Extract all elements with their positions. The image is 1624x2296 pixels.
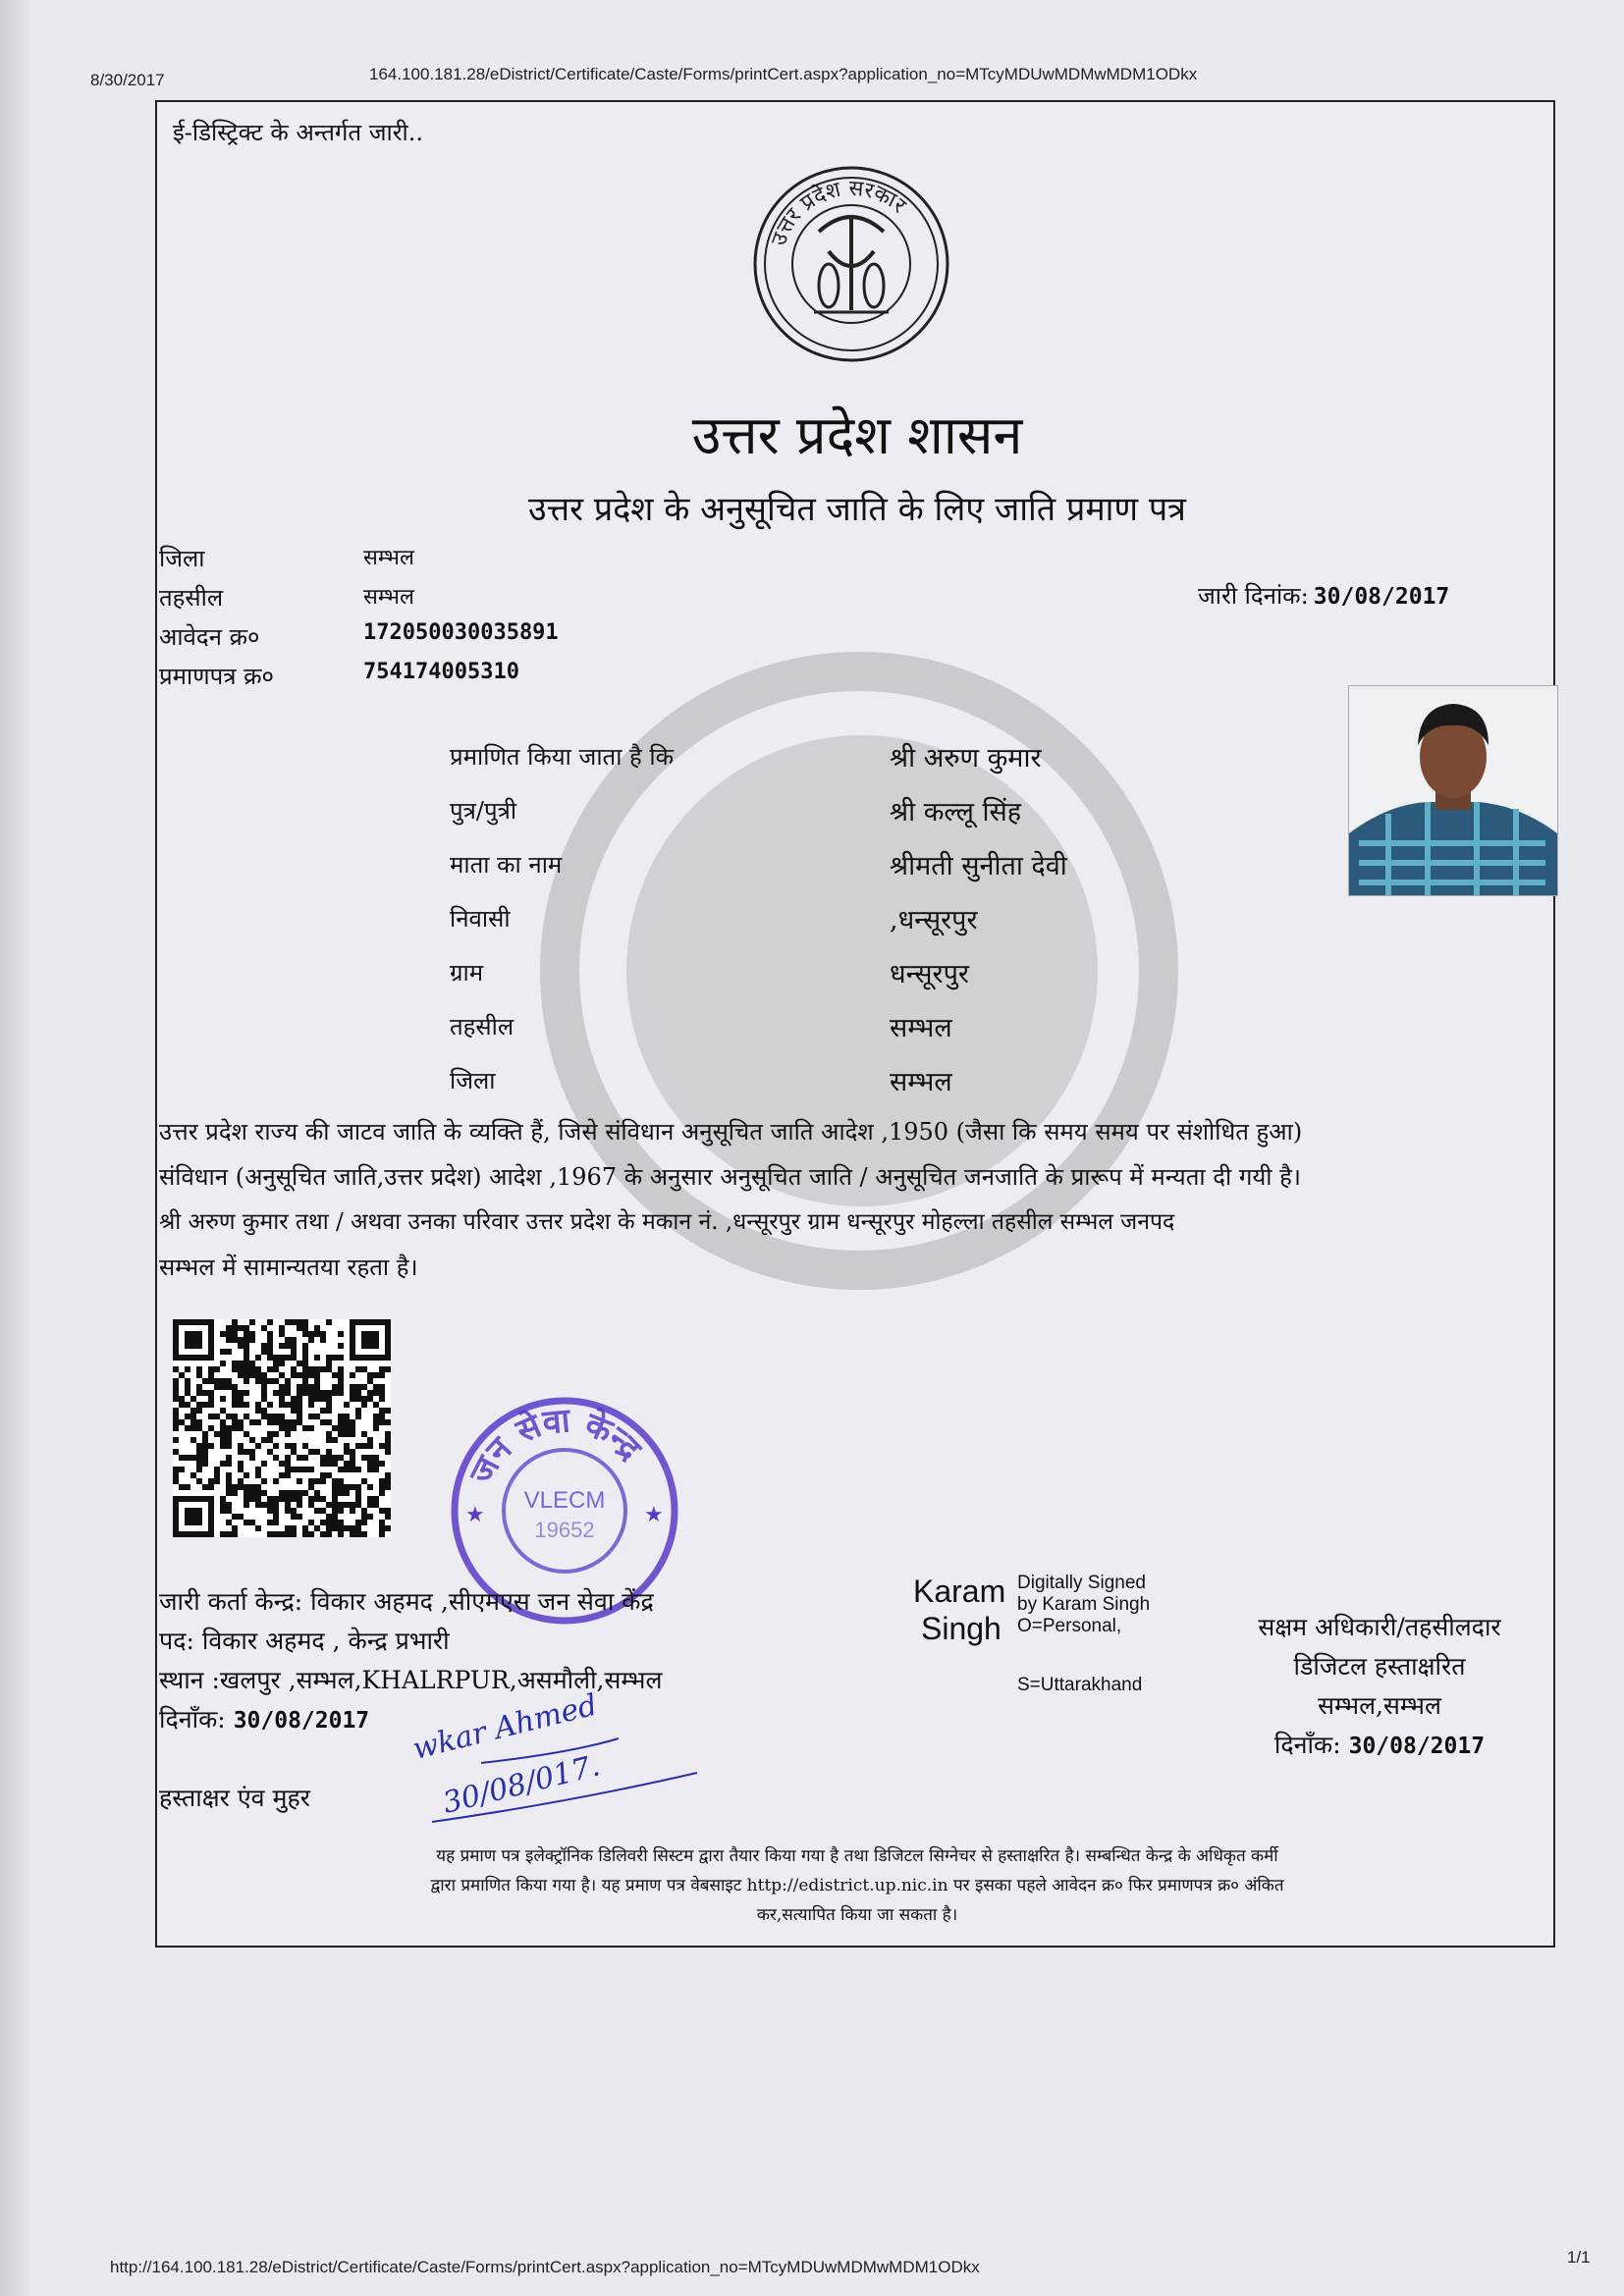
stamp-top-text: जन सेवा केन्द्र (461, 1401, 649, 1491)
digital-sig-details (1017, 1573, 1150, 1637)
svg-text:★: ★ (465, 1503, 485, 1527)
digital-sig-line-2: by Karam Singh (1017, 1594, 1151, 1615)
district-value: सम्भल (363, 546, 414, 570)
paragraph-line-3: श्री अरुण कुमार तथा / अथवा उनका परिवार उत्तर प्रदेश के मकान नं. ,धन्सूरपुर ग्राम धन्सूरपुर मोहल्ला तहसील सम्भल जनपद (159, 1209, 1175, 1235)
paragraph-line-2: संविधान (अनुसूचित जाति,उत्तर प्रदेश) आदेश ,1967 के अनुसार अनुसूचित जाति / अनुसूचित जनजाति के प्रारूप में मन्यता दी गयी है। (159, 1163, 1301, 1191)
issuer-date-label: दिनाँक: (159, 1705, 226, 1734)
authority-place: सम्भल,सम्भल (1318, 1691, 1441, 1720)
tehsil-value: सम्भल (363, 585, 414, 610)
field-value-name: श्री अरुण कुमार (890, 743, 1042, 774)
application-no-value: 172050030035891 (363, 620, 559, 645)
print-date: 8/30/2017 (90, 71, 165, 89)
certificate-no-value: 754174005310 (363, 660, 519, 684)
paper-edge (0, 0, 29, 2296)
field-label-district: जिला (450, 1067, 496, 1095)
issuer-post: पद: विकार अहमद , केन्द्र प्रभारी (159, 1627, 450, 1655)
digital-sig-name (913, 1573, 1005, 1647)
field-label-mother: माता का नाम (450, 851, 563, 879)
field-value-district: सम्भल (890, 1067, 952, 1097)
stamp-center-1: VLECM (523, 1487, 606, 1514)
certificate-footer (167, 1842, 1547, 1930)
print-page-count: 1/1 (1567, 2248, 1591, 2267)
digital-sig-line-4: S=Uttarakhand (1017, 1675, 1143, 1695)
stamp-center-2: 19652 (534, 1518, 595, 1542)
signature-name: wkar Ahmed (408, 1687, 601, 1767)
authority-date-label: दिनाँक: (1273, 1731, 1341, 1759)
issue-date (1198, 579, 1449, 612)
digital-sig-name-1: Karam (913, 1574, 1006, 1609)
sign-and-seal-label: हस्ताक्षर एंव मुहर (159, 1784, 310, 1812)
issued-under-text: ई-डिस्ट्रिक्ट के अन्तर्गत जारी.. (173, 119, 424, 146)
issuer-date-value: 30/08/2017 (233, 1708, 370, 1734)
signature-date: 30/08/017. (439, 1748, 604, 1821)
application-no-label: आवेदन क्र० (159, 623, 260, 651)
field-label-resident: निवासी (450, 905, 511, 933)
certificate-subtitle: उत्तर प्रदेश के अनुसूचित जाति के लिए जाति प्रमाण पत्र (528, 490, 1186, 529)
handwritten-signature-icon (373, 1684, 746, 1832)
issue-date-value: 30/08/2017 (1313, 584, 1450, 610)
field-label-tehsil: तहसील (450, 1013, 514, 1041)
issuer-centre: जारी कर्ता केन्द्र: विकार अहमद ,सीएमएस जन सेवा केंद्र (159, 1587, 654, 1616)
field-label-certified: प्रमाणित किया जाता है कि (450, 743, 675, 771)
issuer-place: स्थान :खलपुर ,सम्भल,KHALRPUR,असमौली,सम्भल (159, 1666, 663, 1694)
field-value-father: श्री कल्लू सिंह (890, 797, 1022, 828)
qr-code-icon (173, 1319, 391, 1537)
certificate (155, 100, 1555, 1948)
emblem-text: उत्तर प्रदेश सरकार (767, 176, 911, 249)
issue-date-label: जारी दिनांक: (1198, 582, 1309, 610)
paragraph-line-1: उत्तर प्रदेश राज्य की जाटव जाति के व्यक्ति हैं, जिसे संविधान अनुसूचित जाति आदेश ,1950 (जैसा कि समय समय पर संशोधित हुआ) (159, 1118, 1303, 1146)
field-value-mother: श्रीमती सुनीता देवी (890, 851, 1067, 881)
digital-sig-name-2: Singh (921, 1611, 1001, 1646)
footer-line-3: कर,सत्यापित किया जा सकता है। (756, 1905, 958, 1925)
govt-title: उत्तर प्रदेश शासन (691, 404, 1023, 466)
paragraph-line-4: सम्भल में सामान्यतया रहता है। (159, 1254, 418, 1281)
tehsil-label: तहसील (159, 584, 224, 612)
field-value-resident: ,धन्सूरपुर (890, 905, 978, 935)
person-photo-icon (1349, 686, 1557, 895)
authority-digital: डिजिटल हस्ताक्षरित (1293, 1652, 1466, 1681)
field-value-village: धन्सूरपुर (890, 959, 969, 989)
certificate-no-label: प्रमाणपत्र क्र० (159, 663, 274, 690)
certificate-paragraph (159, 1109, 1551, 1290)
digital-sig-line-1: Digitally Signed (1017, 1573, 1146, 1593)
authority-title: सक्षम अधिकारी/तहसीलदार (1258, 1613, 1501, 1641)
digital-sig-line-3: O=Personal, (1017, 1616, 1122, 1636)
footer-line-1: यह प्रमाण पत्र इलेक्ट्रॉनिक डिलिवरी सिस्टम द्वारा तैयार किया गया है तथा डिजिटल सिग्नेचर से हस्ताक्षरित है। सम्बन्धित केन्द्र के अधिकृत कर्मी (436, 1846, 1278, 1866)
footer-line-2: द्वारा प्रमाणित किया गया है। यह प्रमाण पत्र वेबसाइट http://edistrict.up.nic.in पर इसका पहले आवेदन क्र० फिर प्रमाणपत्र क्र० अंकित (430, 1876, 1284, 1896)
authority-date (1208, 1726, 1551, 1766)
svg-text:उत्तर प्रदेश सरकार (767, 177, 911, 249)
field-label-village: ग्राम (450, 959, 484, 987)
print-url-bottom: http://164.100.181.28/eDistrict/Certificate/Caste/Forms/printCert.aspx?application_no=MTcyMDUwMDMwMDM1ODkx (110, 2258, 980, 2276)
up-emblem-icon (750, 163, 952, 365)
authority-date-value: 30/08/2017 (1348, 1734, 1486, 1759)
applicant-photo (1348, 685, 1558, 896)
district-label: जिला (159, 545, 205, 572)
field-label-son-daughter: पुत्र/पुत्री (450, 797, 517, 825)
authority-block (1208, 1608, 1551, 1766)
svg-text:★: ★ (644, 1503, 664, 1527)
field-value-tehsil: सम्भल (890, 1013, 952, 1043)
print-url-top: 164.100.181.28/eDistrict/Certificate/Caste/Forms/printCert.aspx?application_no=MTcyMDUwMDMwMDM1ODkx (369, 65, 1198, 83)
